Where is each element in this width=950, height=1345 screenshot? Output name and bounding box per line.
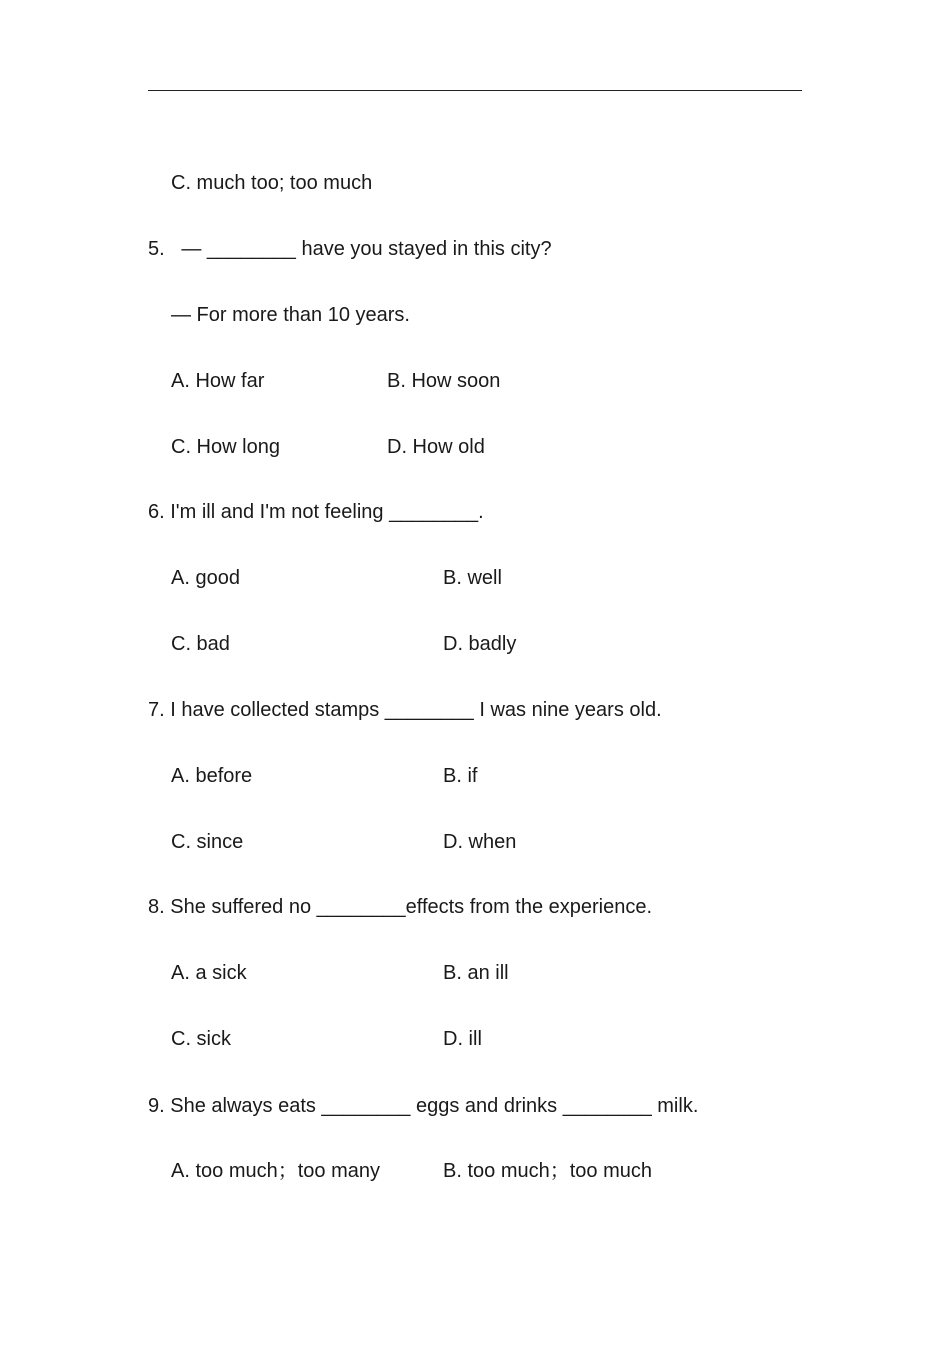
q7-option-c: C. since: [171, 831, 244, 853]
q6-option-b: B. well: [443, 567, 502, 589]
q7-option-b: B. if: [443, 765, 478, 787]
q5-question: 5. — ________ have you stayed in this city?: [148, 238, 552, 260]
q9-option-a: A. too much；too many: [171, 1160, 380, 1182]
q5-option-c: C. How long: [171, 436, 280, 458]
q5-option-a: A. How far: [171, 370, 265, 392]
q8-option-d: D. ill: [443, 1028, 482, 1050]
q9-option-b: B. too much；too much: [443, 1160, 652, 1182]
q8-question: 8. She suffered no ________effects from the experience.: [148, 896, 653, 918]
q7-option-d: D. when: [443, 831, 517, 853]
q6-option-a: A. good: [171, 567, 240, 589]
q8-option-c: C. sick: [171, 1028, 231, 1050]
q6-question: 6. I'm ill and I'm not feeling ________.: [148, 501, 484, 523]
q5-option-d: D. How old: [387, 436, 485, 458]
q6-option-d: D. badly: [443, 633, 517, 655]
q6-option-c: C. bad: [171, 633, 230, 655]
header-rule: [148, 90, 802, 91]
q5-answer-line: — For more than 10 years.: [171, 304, 410, 326]
q9-question: 9. She always eats ________ eggs and drinks ________ milk.: [148, 1095, 699, 1117]
q7-question: 7. I have collected stamps ________ I was nine years old.: [148, 699, 662, 721]
q8-option-b: B. an ill: [443, 962, 509, 984]
q7-option-a: A. before: [171, 765, 253, 787]
q8-option-a: A. a sick: [171, 962, 247, 984]
q4-option-c: C. much too; too much: [171, 172, 373, 194]
q5-option-b: B. How soon: [387, 370, 501, 392]
